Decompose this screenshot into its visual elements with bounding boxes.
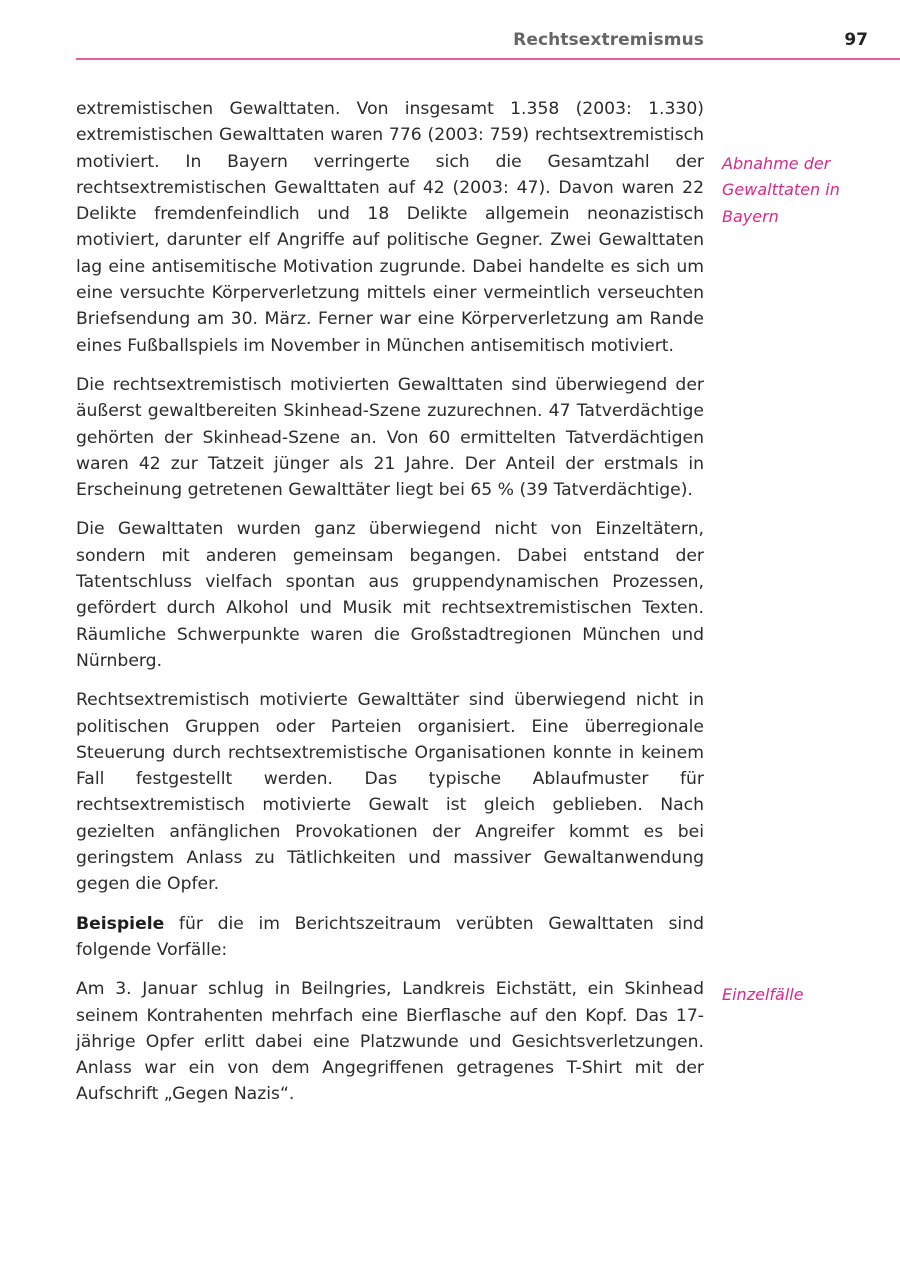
examples-keyword: Beispiele	[76, 913, 165, 934]
running-header	[76, 26, 900, 60]
paragraph-2: Die rechtsextremistisch motivierten Gewalttaten sind überwiegend der äußerst gewaltbereiten Skinhead-Szene zuzurechnen. 47 Tatverdächtige gehörten der Skinhead-Szene an. Von 60 ermittelten Tatverdächtigen waren 42 zur Tatzeit jünger als 21 Jahre. Der Anteil der erstmals in Erscheinung getretenen Gewalttäter liegt bei 65 % (39 Tatverdächtige).	[76, 374, 704, 501]
header-title: Rechtsextremismus	[513, 30, 704, 50]
paragraph-4: Rechtsextremistisch motivierte Gewalttäter sind überwiegend nicht in politischen Gruppen oder Parteien organisiert. Eine überregionale Steuerung durch rechtsextremistische Organisationen konnte in keinem Fall festgestellt werden. Das typische Ablaufmuster für rechtsextremistisch motivierte Gewalt ist gleich geblieben. Nach gezielten anfänglichen Provokationen der Angreifer kommt es bei geringstem Anlass zu Tätlichkeiten und massiver Gewaltanwendung gegen die Opfer.	[76, 690, 704, 895]
margin-note-decrease: Abnahme der Gewalttaten in Bayern	[722, 154, 840, 226]
paragraph-5-text: für die im Berichtszeitraum verübten Gewalttaten sind folgende Vorfälle:	[76, 913, 704, 960]
margin-note-individual-cases: Einzelfälle	[722, 985, 804, 1004]
paragraph-1: extremistischen Gewalttaten. Von insgesamt 1.358 (2003: 1.330) extremistischen Gewalttaten waren 776 (2003: 759) rechtsextremistisch motiviert. In Bayern verringerte sich die Gesamtzahl der rechtsextremistischen Gewalttaten auf 42 (2003: 47). Davon waren 22 Delikte fremdenfeindlich und 18 Delikte allgemein neonazistisch motiviert, darunter elf Angriffe auf politische Gegner. Zwei Gewalttaten lag eine antisemitische Motivation zugrunde. Dabei handelte es sich um eine versuchte Körperverletzung mittels einer vermeintlich verseuchten Briefsendung am 30. März. Ferner war eine Körperverletzung am Rande eines Fußballspiels im November in München antisemitisch motiviert.	[76, 99, 704, 356]
paragraph-6: Am 3. Januar schlug in Beilngries, Landkreis Eichstätt, ein Skinhead seinem Kontrahenten mehrfach eine Bierflasche auf den Kopf. Das 17-jährige Opfer erlitt dabei eine Platzwunde und Gesichtsverletzungen. Anlass war ein von dem Angegriffenen getragenes T-Shirt mit der Aufschrift „Gegen Nazis“.	[76, 979, 704, 1105]
paragraph-3: Die Gewalttaten wurden ganz überwiegend nicht von Einzeltätern, sondern mit anderen gemeinsam begangen. Dabei entstand der Tatentschluss vielfach spontan aus gruppendynamischen Prozessen, gefördert durch Alkohol und Musik mit rechtsextremistischen Texten. Räumliche Schwerpunkte waren die Großstadtregionen München und Nürnberg.	[76, 519, 704, 671]
paragraph-5	[76, 911, 704, 964]
body-text	[76, 96, 704, 1121]
page-number: 97	[844, 30, 868, 50]
